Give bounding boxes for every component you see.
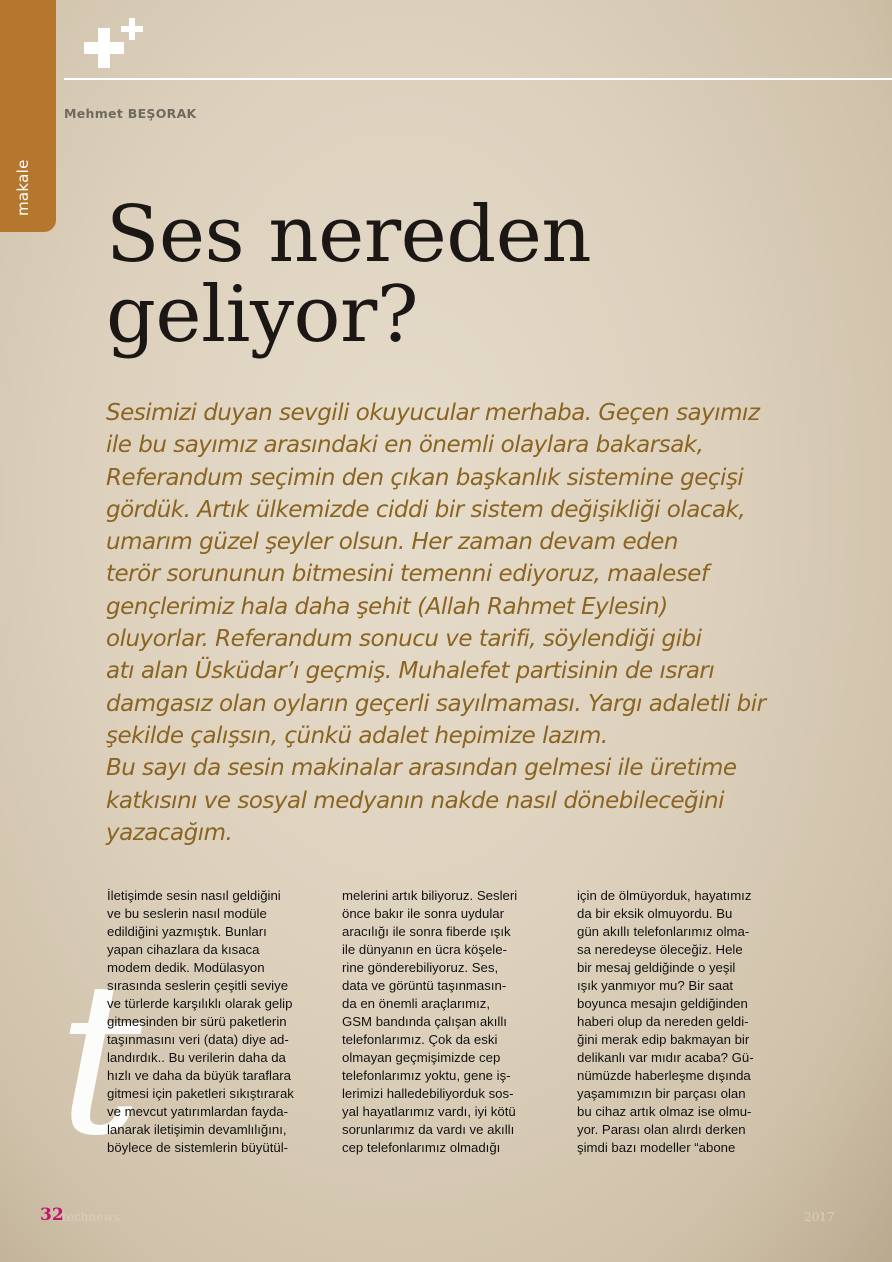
publication-year: 2017 (804, 1210, 835, 1224)
drop-cap: t (58, 937, 143, 1182)
body-column-1: İletişimde sesin nasıl geldiğini ve bu seslerin nasıl modüle edildiğini yazmıştık. Bunları yapan cihazlara da kısaca modem dedik. Modülasyon sırasında seslerin çeşitli seviye ve türlerde karşılıklı olarak gelip gitmesinden bir sürü paketlerin taşınmasını veri (data) diye ad- landırdık.. Bu verilerin daha da hızlı ve daha da büyük taraflara gitmesi için paketleri sıkıştırarak ve mevcut yatırımlardan fayda- lanarak iletişimin devamlılığını, böylece de sistemlerin büyütül- (107, 888, 294, 1155)
page-number: 32 (40, 1205, 64, 1225)
lead-paragraph: Sesimizi duyan sevgili okuyucular merhaba. Geçen sayımız ile bu sayımız arasındaki en önemli olaylara bakarsak, Referandum seçimin den çıkan başkanlık sistemine geçişi gördük. Artık ülkemizde ciddi bir sistem değişikliği olacak, umarım güzel şeyler olsun. Her zaman devam eden terör sorununun bitmesini temenni ediyoruz, maalesef gençlerimiz hala daha şehit (Allah Rahmet Eylesin) oluyorlar. Referandum sonucu ve tarifi, söylendiği gibi atı alan Üsküdar’ı geçmiş. Muhalefet partisinin de ısrarı damgasız olan oyların geçerli sayılmaması. Yargı adaletli bir şekilde çalışsın, çünkü adalet hepimize lazım. Bu sayı da sesin makinalar arasından gelmesi ile üretime katkısını ve sosyal medyanın nakde nasıl dönebileceğini yazacağım. (106, 400, 766, 846)
header-rule (64, 78, 892, 80)
body-column-3: için de ölmüyorduk, hayatımız da bir eksik olmuyordu. Bu gün akıllı telefonlarımız olma- sa neredeyse öleceğiz. Hele bir mesaj geldiğinde o yeşil ışık yanmıyor mu? Bir saat boyunca mesajın geldiğinden haberi olup da nereden geldi- ğini merak edip bakmayan bir delikanlı var mıdır acaba? Gü- nümüzde haberleşme dışında yaşamımızın bir parçası olan bu cihaz artık olmaz ise olmu- yor. Parası olan alırdı derken şimdi bazı modeller “abone (577, 888, 754, 1155)
article-title (106, 190, 592, 360)
title-line-1: Ses nereden (106, 190, 592, 280)
double-plus-icon (82, 18, 144, 70)
section-tab (0, 0, 56, 232)
title-line-2: geliyor? (106, 270, 419, 360)
author-name: Mehmet BEŞORAK (64, 106, 197, 121)
publication-name: technews (62, 1210, 120, 1224)
section-tab-label: makale (14, 159, 32, 216)
body-column-2: melerini artık biliyoruz. Sesleri önce bakır ile sonra uydular aracılığı ile sonra fiberde ışık ile dünyanın en ücra köşele- rine gönderebiliyoruz. Ses, data ve görüntü taşınmasın- da en önemli araçlarımız, GSM bandında çalışan akıllı telefonlarımız. Çok da eski olmayan geçmişimizde cep telefonlarımız yoktu, gene iş- lerimizi halledebiliyorduk sos- yal hayatlarımız vardı, iyi kötü sorunlarımız da vardı ve akıllı cep telefonlarımız olmadığı (342, 888, 518, 1155)
